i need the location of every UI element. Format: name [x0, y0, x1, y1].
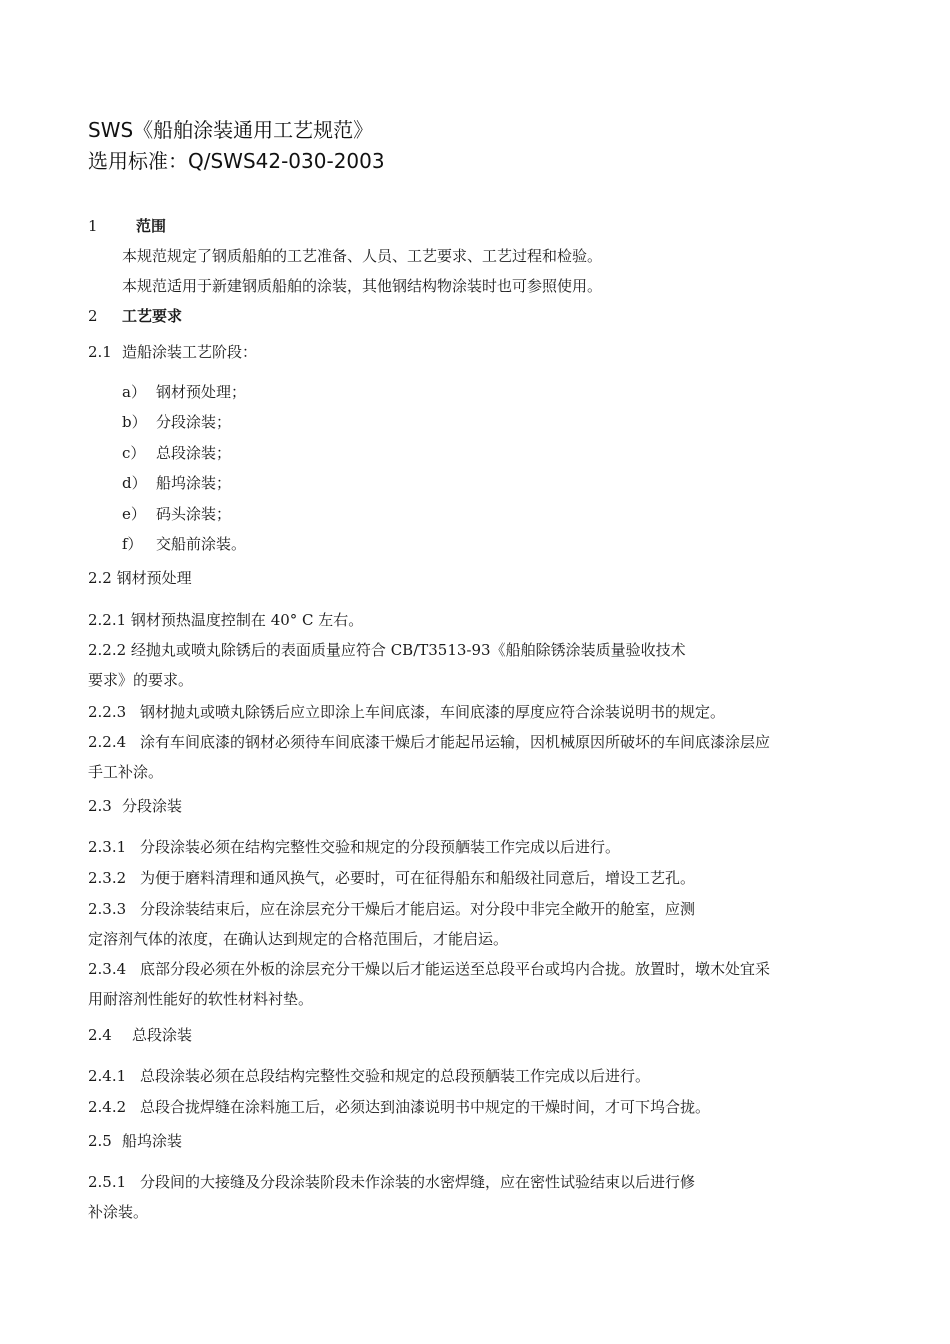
paragraph — [88, 1172, 695, 1192]
paragraph: 本规范规定了钢质船舶的工艺准备、人员、工艺要求、工艺过程和检验。 — [122, 247, 603, 265]
section-number: 2.4 — [88, 1026, 112, 1044]
clause-number: 2.3.1 — [88, 838, 127, 856]
section-title: 工艺要求 — [122, 307, 183, 325]
list-item — [122, 473, 231, 493]
list-marker: a） — [122, 383, 146, 401]
clause-text: 分段间的大接缝及分段涂装阶段未作涂装的水密焊缝，应在密性试验结束以后进行修 — [140, 1173, 696, 1191]
doc-title: SWS《船舶涂装通用工艺规范》 — [88, 118, 374, 142]
section-number: 2 — [88, 307, 98, 325]
doc-standard: 选用标准：Q/SWS42-030-2003 — [88, 149, 385, 173]
subsection-2-1-heading — [88, 342, 257, 362]
paragraph: 2.2.1 钢材预热温度控制在 40° C 左右。 — [88, 611, 364, 629]
section-number: 1 — [88, 217, 98, 235]
paragraph — [88, 1066, 650, 1086]
paragraph-continuation: 补涂装。 — [88, 1203, 149, 1221]
section-1-heading — [88, 216, 166, 236]
subsection-2-5-heading — [88, 1131, 182, 1151]
clause-number: 2.5.1 — [88, 1173, 127, 1191]
list-text: 钢材预处理； — [156, 383, 247, 401]
clause-text: 涂有车间底漆的钢材必须待车间底漆干燥后才能起吊运输，因机械原因所破坏的车间底漆涂层应 — [140, 733, 771, 751]
clause-text: 总段合拢焊缝在涂料施工后，必须达到油漆说明书中规定的干燥时间，才可下坞合拢。 — [140, 1098, 711, 1116]
list-item — [122, 443, 231, 463]
paragraph — [88, 899, 695, 919]
clause-text: 钢材抛丸或喷丸除锈后应立即涂上车间底漆，车间底漆的厚度应符合涂装说明书的规定。 — [140, 703, 726, 721]
clause-text: 底部分段必须在外板的涂层充分干燥以后才能运送至总段平台或坞内合拢。放置时，墩木处宜采 — [140, 960, 771, 978]
list-item — [122, 534, 246, 554]
clause-text: 分段涂装必须在结构完整性交验和规定的分段预舾装工作完成以后进行。 — [140, 838, 621, 856]
section-title: 范围 — [136, 217, 167, 235]
section-title: 分段涂装 — [122, 797, 183, 815]
paragraph: 本规范适用于新建钢质船舶的涂装，其他钢结构物涂装时也可参照使用。 — [122, 277, 603, 295]
paragraph-continuation: 要求》的要求。 — [88, 671, 194, 689]
list-marker: d） — [122, 474, 147, 492]
paragraph: 2.2.2 经抛丸或喷丸除锈后的表面质量应符合 CB/T3513-93《船舶除锈涂装质量验收技术 — [88, 641, 686, 659]
clause-number: 2.3.3 — [88, 900, 127, 918]
paragraph — [88, 732, 770, 752]
section-number: 2.5 — [88, 1132, 112, 1150]
clause-number: 2.3.2 — [88, 869, 127, 887]
paragraph — [88, 837, 620, 857]
list-item — [122, 412, 231, 432]
paragraph — [88, 959, 770, 979]
section-title: 总段涂装 — [132, 1026, 193, 1044]
paragraph — [88, 1097, 710, 1117]
clause-number: 2.2.3 — [88, 703, 127, 721]
clause-number: 2.4.2 — [88, 1098, 127, 1116]
list-text: 码头涂装； — [156, 505, 232, 523]
section-number: 2.3 — [88, 797, 112, 815]
list-text: 分段涂装； — [156, 413, 232, 431]
list-text: 交船前涂装。 — [156, 535, 247, 553]
subsection-2-3-heading — [88, 796, 182, 816]
subsection-2-2-heading: 2.2 钢材预处理 — [88, 569, 192, 587]
section-number: 2.1 — [88, 343, 112, 361]
clause-number: 2.3.4 — [88, 960, 127, 978]
section-2-heading — [88, 306, 182, 326]
clause-number: 2.2.4 — [88, 733, 127, 751]
list-text: 船坞涂装； — [156, 474, 232, 492]
list-marker: b） — [122, 413, 147, 431]
paragraph-continuation: 定溶剂气体的浓度，在确认达到规定的合格范围后，才能启运。 — [88, 930, 509, 948]
paragraph-continuation: 手工补涂。 — [88, 763, 164, 781]
clause-text: 分段涂装结束后，应在涂层充分干燥后才能启运。对分段中非完全敞开的舱室，应测 — [140, 900, 696, 918]
paragraph — [88, 868, 695, 888]
section-title: 造船涂装工艺阶段： — [122, 343, 258, 361]
paragraph — [88, 702, 725, 722]
list-marker: e） — [122, 505, 146, 523]
clause-number: 2.4.1 — [88, 1067, 127, 1085]
list-marker: f） — [122, 535, 143, 553]
list-item — [122, 504, 231, 524]
clause-text: 总段涂装必须在总段结构完整性交验和规定的总段预舾装工作完成以后进行。 — [140, 1067, 651, 1085]
list-marker: c） — [122, 444, 146, 462]
list-text: 总段涂装； — [156, 444, 232, 462]
section-title: 船坞涂装 — [122, 1132, 183, 1150]
subsection-2-4-heading — [88, 1025, 192, 1045]
list-item — [122, 382, 246, 402]
paragraph-continuation: 用耐溶剂性能好的软性材料衬垫。 — [88, 990, 314, 1008]
clause-text: 为便于磨料清理和通风换气，必要时，可在征得船东和船级社同意后，增设工艺孔。 — [140, 869, 696, 887]
